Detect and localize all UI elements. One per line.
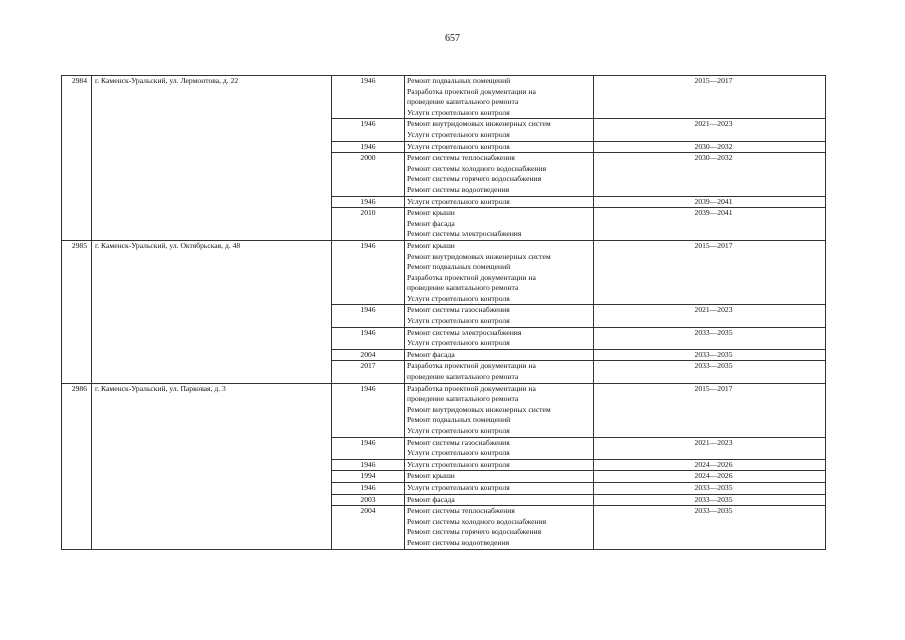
works-cell (405, 76, 594, 119)
works-cell (405, 383, 594, 437)
work-item: Услуги строительного контроля (407, 107, 510, 117)
work-item: Ремонт внутридомовых инженерных систем (407, 251, 551, 261)
works-cell (405, 119, 594, 141)
works-cell (405, 459, 594, 471)
year-cell: 1946 (332, 240, 405, 305)
period-cell: 2030—2032 (594, 141, 826, 153)
period-cell: 2021—2023 (594, 437, 826, 459)
work-item: Ремонт системы водоотведения (407, 537, 510, 547)
year-cell: 1946 (332, 459, 405, 471)
period-cell: 2015—2017 (594, 383, 826, 437)
work-item: Ремонт системы газоснабжения (407, 437, 510, 447)
period-cell: 2024—2026 (594, 459, 826, 471)
period-cell: 2015—2017 (594, 76, 826, 119)
work-item: Услуги строительного контроля (407, 196, 510, 206)
work-item: Ремонт системы электроснабжения (407, 229, 522, 239)
year-cell: 1946 (332, 305, 405, 327)
works-cell (405, 494, 594, 506)
object-number: 2986 (62, 383, 92, 549)
period-cell: 2033—2035 (594, 494, 826, 506)
table-body (62, 76, 826, 550)
object-number: 2985 (62, 240, 92, 383)
page-number: 657 (445, 33, 460, 44)
period-cell: 2039—2041 (594, 196, 826, 208)
works-cell (405, 327, 594, 349)
work-item: Услуги строительного контроля (407, 482, 510, 492)
work-item: Услуги строительного контроля (407, 129, 510, 139)
year-cell: 1946 (332, 383, 405, 437)
work-item: Ремонт системы газоснабжения (407, 305, 510, 315)
table-row (62, 76, 826, 119)
period-cell: 2021—2023 (594, 119, 826, 141)
object-address: г. Каменск-Уральский, ул. Лермонтова, д. 22 (92, 76, 332, 241)
work-item: Ремонт системы холодного водоснабжения (407, 163, 547, 173)
works-cell (405, 153, 594, 196)
work-item: Услуги строительного контроля (407, 338, 510, 348)
work-item: Услуги строительного контроля (407, 141, 510, 151)
work-item: Услуги строительного контроля (407, 448, 510, 458)
work-item: Ремонт фасада (407, 218, 455, 228)
work-item: Разработка проектной документации на (407, 361, 536, 371)
object-address: г. Каменск-Уральский, ул. Октябрьская, д. 48 (92, 240, 332, 383)
period-cell: 2033—2035 (594, 506, 826, 549)
works-cell (405, 141, 594, 153)
work-item: Ремонт внутридомовых инженерных систем (407, 404, 551, 414)
period-cell: 2030—2032 (594, 153, 826, 196)
works-cell (405, 482, 594, 494)
work-item: Ремонт фасада (407, 349, 455, 359)
period-cell: 2033—2035 (594, 349, 826, 361)
year-cell: 2003 (332, 494, 405, 506)
works-cell (405, 349, 594, 361)
work-item: Ремонт системы водоотведения (407, 184, 510, 194)
work-item: проведение капитального ремонта (407, 283, 519, 293)
period-cell: 2021—2023 (594, 305, 826, 327)
works-cell (405, 208, 594, 241)
year-cell: 2000 (332, 153, 405, 196)
work-item: Ремонт системы теплоснабжения (407, 153, 515, 163)
period-cell: 2015—2017 (594, 240, 826, 305)
work-item: Ремонт подвальных помещений (407, 262, 511, 272)
table-row (62, 383, 826, 437)
work-item: Ремонт системы горячего водоснабжения (407, 527, 542, 537)
work-item: Ремонт крыши (407, 240, 455, 250)
work-item: проведение капитального ремонта (407, 394, 519, 404)
year-cell: 1946 (332, 482, 405, 494)
year-cell: 2010 (332, 208, 405, 241)
works-cell (405, 361, 594, 383)
period-cell: 2033—2035 (594, 361, 826, 383)
year-cell: 1994 (332, 471, 405, 483)
period-cell: 2024—2026 (594, 471, 826, 483)
year-cell: 1946 (332, 327, 405, 349)
repair-schedule-table (61, 75, 826, 550)
work-item: Ремонт системы электроснабжения (407, 327, 522, 337)
work-item: Ремонт крыши (407, 208, 455, 218)
work-item: Ремонт подвальных помещений (407, 76, 511, 85)
work-item: проведение капитального ремонта (407, 372, 519, 382)
works-cell (405, 506, 594, 549)
object-number: 2984 (62, 76, 92, 241)
work-item: Разработка проектной документации на (407, 86, 536, 96)
year-cell: 1946 (332, 437, 405, 459)
work-item: Услуги строительного контроля (407, 426, 510, 435)
period-cell: 2033—2035 (594, 327, 826, 349)
work-item: Ремонт фасада (407, 494, 455, 504)
work-item: Ремонт системы холодного водоснабжения (407, 516, 547, 526)
table-row (62, 240, 826, 305)
year-cell: 1946 (332, 196, 405, 208)
work-item: Услуги строительного контроля (407, 316, 510, 326)
work-item: Разработка проектной документации на (407, 383, 536, 393)
work-item: Ремонт крыши (407, 471, 455, 481)
works-cell (405, 240, 594, 305)
works-cell (405, 305, 594, 327)
year-cell: 1946 (332, 141, 405, 153)
year-cell: 2004 (332, 506, 405, 549)
work-item: Услуги строительного контроля (407, 459, 510, 469)
work-item: Ремонт системы теплоснабжения (407, 506, 515, 516)
work-item: проведение капитального ремонта (407, 97, 519, 107)
year-cell: 1946 (332, 76, 405, 119)
year-cell: 2004 (332, 349, 405, 361)
year-cell: 1946 (332, 119, 405, 141)
period-cell: 2039—2041 (594, 208, 826, 241)
works-cell (405, 196, 594, 208)
works-cell (405, 471, 594, 483)
work-item: Ремонт подвальных помещений (407, 415, 511, 425)
work-item: Ремонт внутридомовых инженерных систем (407, 119, 551, 129)
work-item: Ремонт системы горячего водоснабжения (407, 174, 542, 184)
work-item: Услуги строительного контроля (407, 293, 510, 303)
works-cell (405, 437, 594, 459)
object-address: г. Каменск-Уральский, ул. Парковая, д. 3 (92, 383, 332, 549)
work-item: Разработка проектной документации на (407, 272, 536, 282)
year-cell: 2017 (332, 361, 405, 383)
period-cell: 2033—2035 (594, 482, 826, 494)
